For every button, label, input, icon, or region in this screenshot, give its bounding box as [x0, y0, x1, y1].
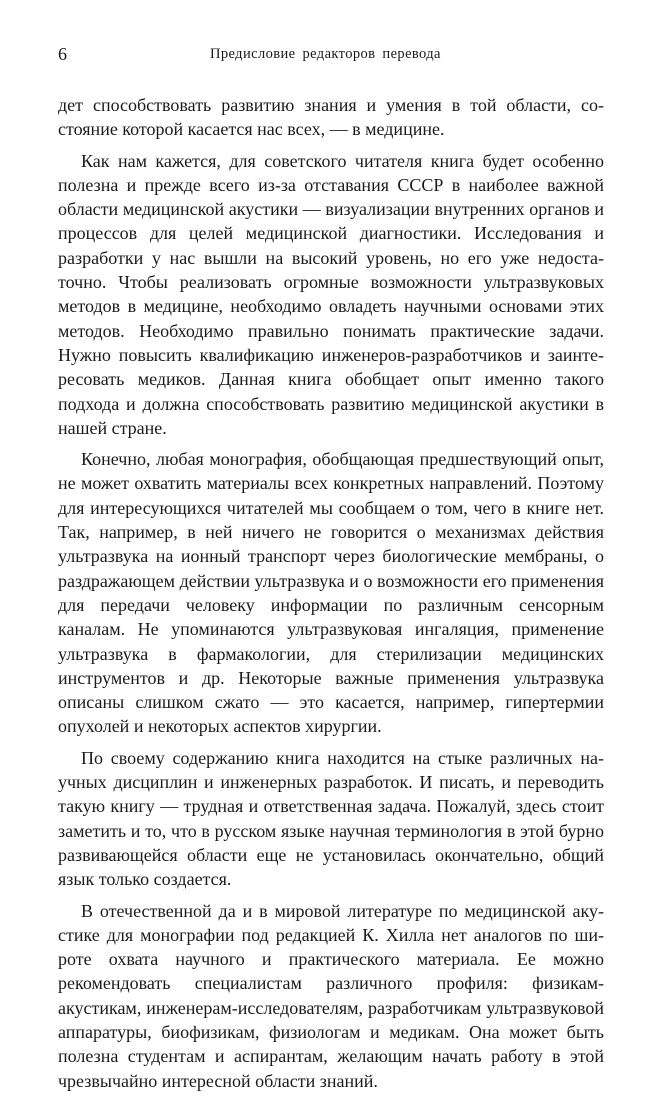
page-number: 6 [58, 44, 67, 64]
page-header [58, 44, 602, 68]
running-title: Предисловие редакторов перевода [210, 46, 441, 62]
paragraph-interdisciplinary: По своему содержанию книга находится на стыке различных научных дисциплин и инженерных разработок. И писать, и переводить такую книгу — трудная и ответственная задача. Пожалуй, здесь стоит заметить и то, что в русском языке научная терминология в этой бурно развивающейся области еще не установилась окончательно, общий язык только создается. [58, 747, 604, 890]
paragraph-continued: дет способствовать развитию знания и умения в той области, состояние которой касается нас всех, — в медицине. [58, 95, 604, 140]
paragraph-monograph-scope: Конечно, любая монография, обобщающая предшествующий опыт, не может охватить материалы всех конкретных направлений. Поэтому для интересующихся читателей мы сообщаем о том, чего в книге нет. Так, например, в ней ничего не говорится о механизмах действия ультразвука на ионный транспорт через биологические мембраны, о раздражающем действии ультразвука и о возможности его применения для передачи человеку информации по различным сенсорным каналам. Не упоминаются ультразвуковая ингаляция, применение ультразвука в фармакологии, для стерилизации медицинских инструментов и др. Некоторые важные применения ультразвука описаны слишком сжато — это касается, например, гипертермии опухолей и некоторых аспектов хирургии. [58, 449, 604, 737]
body-text [58, 93, 604, 1100]
paragraph-recommendation: В отечественной да и в мировой литературе по медицинской акустике для монографии под редакцией К. Хилла нет аналогов по широте охвата научного и практического материала. Ее можно рекомендовать специалистам различного профиля: физикам-акустикам, инженерам-исследователям, разработчикам ультразвуковой аппаратуры, биофизикам, физиологам и медикам. Она может быть полезна студентам и аспирантам, желающим начать работу в этой чрезвычайно интересной области знаний. [58, 900, 604, 1091]
paragraph-soviet-reader: Как нам кажется, для советского читателя книга будет особенно полезна и прежде всего из-за отставания СССР в наиболее важной области медицинской акустики — визуализации внутренних органов и процессов для целей медицинской диагностики. Исследования и разработки у нас вышли на высокий уровень, но его уже недостаточно. Чтобы реализовать огромные возможности ультразвуковых методов в медицине, необходимо овладеть научными основами этих методов. Необходимо правильно понимать практические задачи. Нужно повысить квалификацию инженеров-разработчиков и заинтересовать медиков. Данная книга обобщает опыт именно такого подхода и должна способствовать развитию медицинской акустики в нашей стране. [58, 150, 604, 438]
